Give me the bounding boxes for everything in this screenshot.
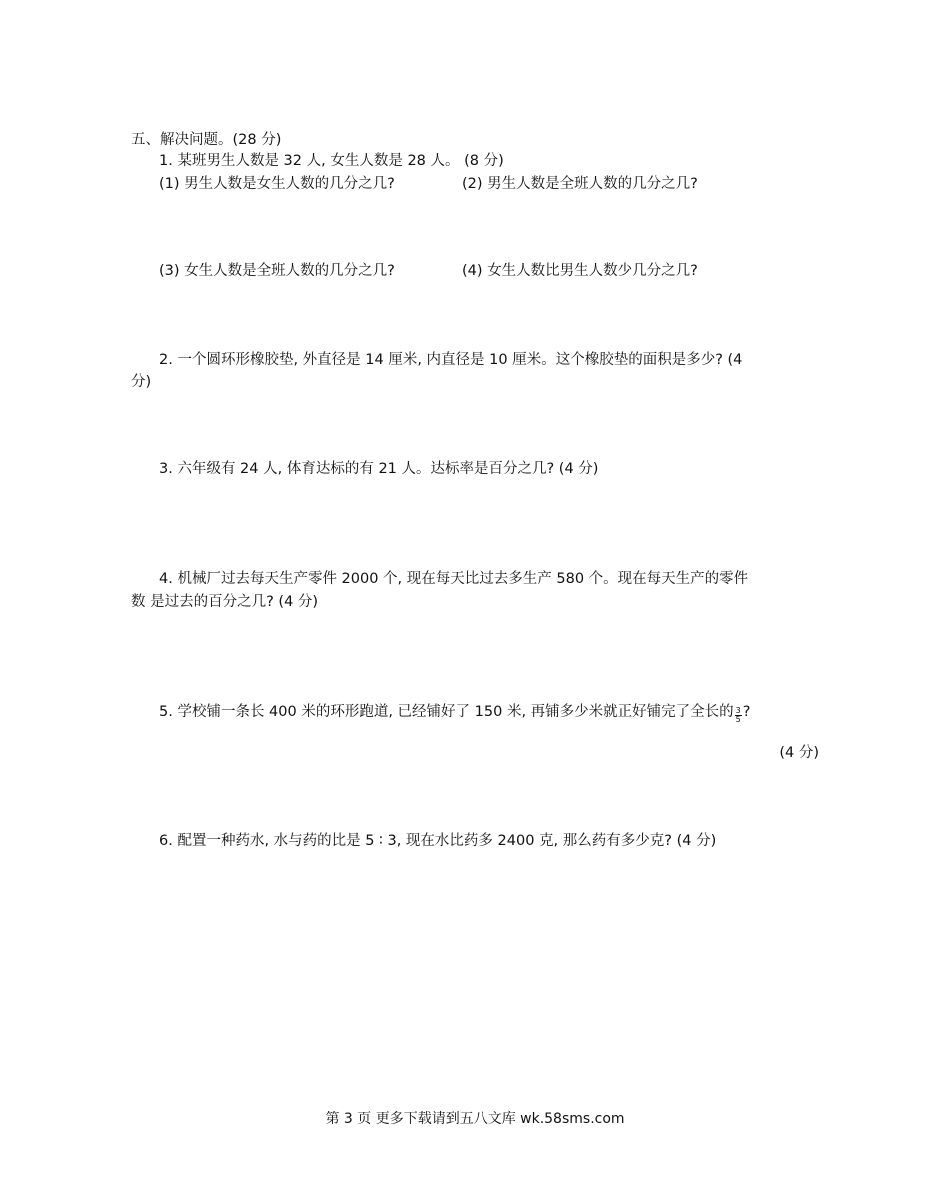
question-5-points: (4 分) (779, 745, 819, 761)
question-4-line-1: 4. 机械厂过去每天生产零件 2000 个, 现在每天比过去多生产 580 个。现在每天生产的零件 (159, 571, 749, 587)
question-1-sub-1: (1) 男生人数是女生人数的几分之几? (159, 176, 395, 192)
question-5-line-1 (159, 703, 750, 724)
question-1-sub-3: (3) 女生人数是全班人数的几分之几? (159, 263, 395, 279)
fraction-numerator: 3 (735, 706, 741, 715)
fraction-denominator: 5 (735, 715, 741, 724)
question-5-text: 5. 学校铺一条长 400 米的环形跑道, 已经铺好了 150 米, 再铺多少米就正好铺完了全长的 (159, 704, 734, 720)
question-3-line-1: 3. 六年级有 24 人, 体育达标的有 21 人。达标率是百分之几? (4 分) (159, 461, 599, 477)
page-footer: 第 3 页 更多下载请到五八文库 wk.58sms.com (325, 1111, 625, 1127)
question-4-line-2: 数 是过去的百分之几? (4 分) (131, 594, 319, 610)
question-6-line-1: 6. 配置一种药水, 水与药的比是 5 ∶ 3, 现在水比药多 2400 克, 那么药有多少克? (4 分) (159, 833, 717, 849)
section-title: 五、解决问题。(28 分) (131, 132, 282, 148)
question-1-stem: 1. 某班男生人数是 32 人, 女生人数是 28 人。 (8 分) (159, 153, 504, 169)
question-1-sub-2: (2) 男生人数是全班人数的几分之几? (462, 176, 698, 192)
question-1-sub-4: (4) 女生人数比男生人数少几分之几? (462, 263, 698, 279)
question-5-qmark: ? (742, 704, 751, 720)
question-2-line-2: 分) (131, 374, 152, 390)
question-5-fraction (735, 707, 742, 724)
question-2-line-1: 2. 一个圆环形橡胶垫, 外直径是 14 厘米, 内直径是 10 厘米。这个橡胶垫的面积是多少? (4 (159, 352, 743, 368)
